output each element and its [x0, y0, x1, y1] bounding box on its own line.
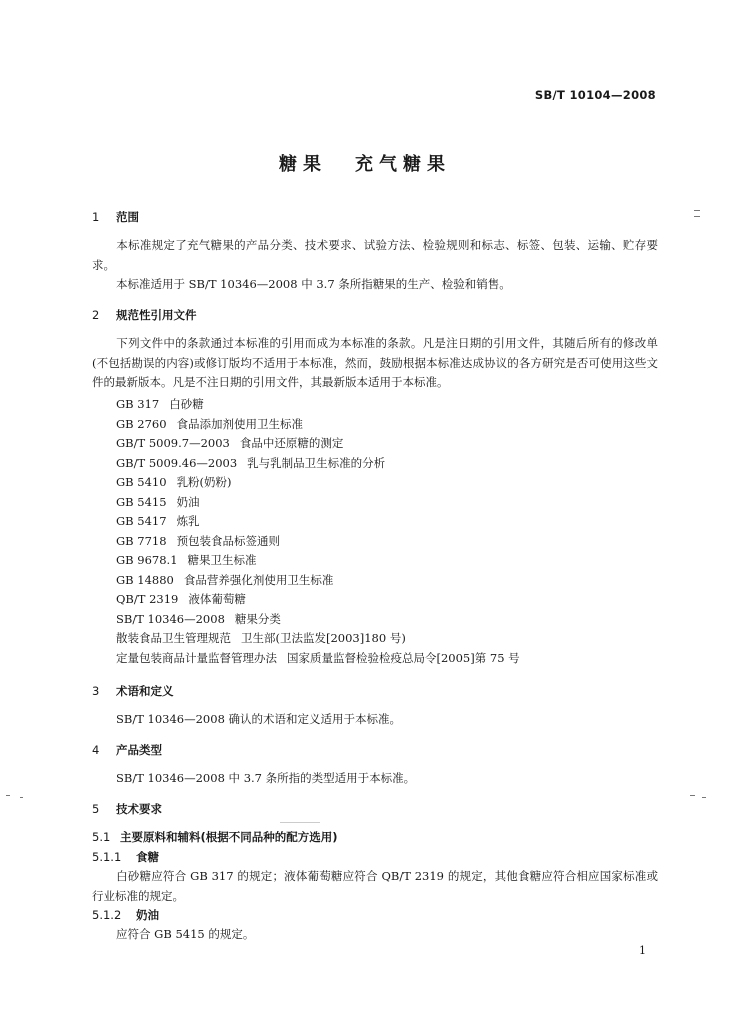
reference-item: GB 7718 预包装食品标签通则	[116, 533, 281, 548]
subsection-5-1-2-paragraph: 应符合 GB 5415 的规定。	[116, 927, 255, 941]
scan-speck	[694, 210, 700, 211]
reference-item: SB/T 10346—2008 糖果分类	[116, 611, 281, 626]
section-1-paragraph-1: 本标准规定了充气糖果的产品分类、技术要求、试验方法、检验规则和标志、标签、包装、运输、贮存要求。	[92, 238, 658, 272]
section-4-paragraph: SB/T 10346—2008 中 3.7 条所指的类型适用于本标准。	[116, 771, 416, 785]
reference-item: GB 5410 乳粉(奶粉)	[116, 475, 232, 489]
scan-speck	[702, 797, 706, 798]
reference-item: GB 317 白砂糖	[116, 397, 204, 411]
standard-code: SB/T 10104—2008	[534, 88, 656, 102]
page-number: 1	[639, 944, 646, 957]
section-5-heading: 5 技术要求	[92, 802, 162, 816]
reference-item: GB/T 5009.46—2003 乳与乳制品卫生标准的分析	[116, 455, 386, 470]
scan-speck	[280, 822, 320, 823]
section-2-heading: 2 规范性引用文件	[92, 308, 197, 322]
subsection-5-1-1-paragraph: 白砂糖应符合 GB 317 的规定；液体葡萄糖应符合 QB/T 2319 的规定，其他食糖应符合相应国家标准或行业标准的规定。	[92, 869, 658, 903]
section-number: 1	[92, 210, 100, 224]
reference-item: 散装食品卫生管理规范 卫生部(卫法监发[2003]180 号)	[116, 631, 406, 645]
subsection-5-1-heading: 5.1 主要原料和辅料(根据不同品种的配方选用)	[92, 830, 338, 844]
reference-item: 定量包装商品计量监督管理办法 国家质量监督检验检疫总局令[2005]第 75 号	[116, 650, 520, 665]
reference-item: GB 5415 奶油	[116, 494, 200, 509]
title-part-1: 糖果	[279, 154, 327, 175]
scan-speck	[20, 797, 23, 798]
section-title: 范围	[116, 210, 139, 224]
subsection-5-1-2-heading: 5.1.2 奶油	[92, 908, 159, 922]
page-title	[0, 150, 730, 176]
scan-speck	[694, 216, 700, 217]
title-part-2: 充气糖果	[355, 154, 451, 175]
reference-item: GB/T 5009.7—2003 食品中还原糖的测定	[116, 436, 344, 450]
section-1-paragraph-2: 本标准适用于 SB/T 10346—2008 中 3.7 条所指糖果的生产、检验和销售。	[116, 277, 511, 291]
reference-item: GB 9678.1 糖果卫生标准	[116, 553, 257, 567]
reference-item: GB 5417 炼乳	[116, 514, 200, 528]
reference-item: GB 2760 食品添加剂使用卫生标准	[116, 416, 304, 431]
section-1-heading	[92, 208, 139, 227]
section-3-heading: 3 术语和定义	[92, 684, 174, 698]
subsection-5-1-1-heading: 5.1.1 食糖	[92, 850, 159, 864]
scan-speck	[690, 795, 695, 796]
reference-item: GB 14880 食品营养强化剂使用卫生标准	[116, 572, 334, 587]
section-3-paragraph: SB/T 10346—2008 确认的术语和定义适用于本标准。	[116, 712, 402, 726]
scan-speck	[6, 795, 10, 796]
reference-item: QB/T 2319 液体葡萄糖	[116, 592, 246, 606]
section-2-paragraph-1: 下列文件中的条款通过本标准的引用而成为本标准的条款。凡是注日期的引用文件，其随后所有的修改单(不包括勘误的内容)或修订版均不适用于本标准，然而，鼓励根据本标准达成协议的各方研究是否可使用这些文件的最新版本。凡是不注日期的引用文件，其最新版本适用于本标准。	[92, 336, 658, 389]
section-4-heading: 4 产品类型	[92, 743, 162, 757]
